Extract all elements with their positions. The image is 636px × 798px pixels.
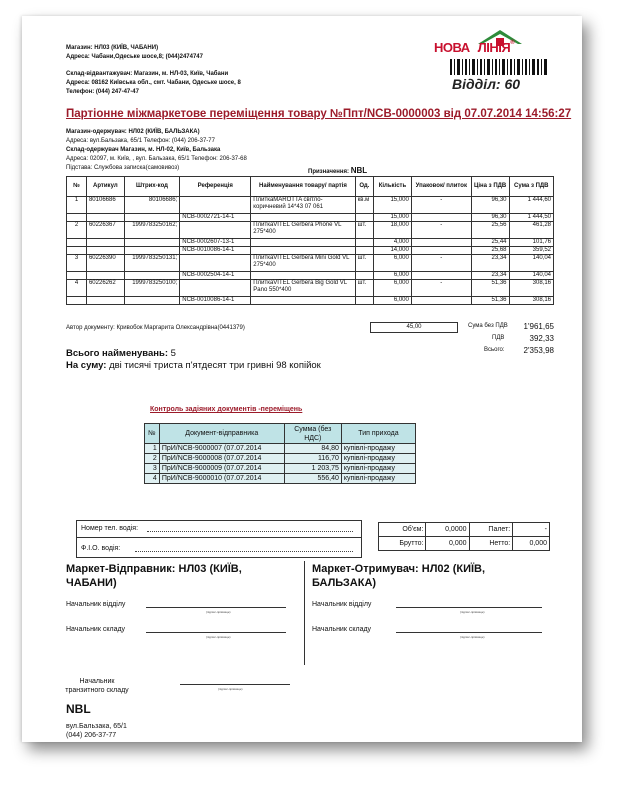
col-header: Найменування товару/ партія	[251, 177, 355, 197]
cargo-gross: 0,000	[426, 537, 469, 551]
receiver-head-dept-signature-line	[396, 607, 542, 608]
sender-shop-name: Магазин: НЛ03 (КИЇВ, ЧАБАНИ)	[66, 45, 159, 51]
signature-caption: (підпис-прізвище)	[206, 635, 231, 639]
signature-divider	[304, 561, 305, 665]
control-title: Контроль задіяних документів -переміщень	[150, 406, 303, 413]
purpose-value: NBL	[350, 166, 368, 175]
driver-phone-label: Номер тел. водія:	[81, 525, 139, 532]
sender-head-dept-label: Начальник відділу	[66, 601, 126, 608]
item-count-value: 5	[170, 348, 176, 359]
cargo-table: Об'єм: 0,0000 Палет: - Брутто: 0,000 Нетто: 0,000	[378, 522, 550, 551]
footer-address: вул.Бальзака, 65/1	[66, 723, 127, 730]
col-header: Од.	[355, 177, 373, 197]
receiver-head-dept-label: Начальник відділу	[312, 601, 372, 608]
cargo-pallet: -	[513, 523, 550, 537]
receiver-shop-address: Адреса: вул.Бальзака, 65/1 Телефон: (044) 206-37-77	[66, 138, 215, 144]
table-row: 4 ПрИ/NCB-9000010 (07.07.2014 556,40 купівлі-продажу	[145, 474, 416, 484]
footer-phone: (044) 206-37-77	[66, 732, 117, 739]
footer-company: NBL	[66, 702, 91, 716]
table-row: 2 60226367 1999783250162; ПлиткаVITEL Gerbera Phone VL 275*400 шт. 18,000 - 25,56 461,28	[67, 222, 554, 239]
sum-words-value: дві тисячі триста п'ятдесят три гривні 98 копійок	[109, 360, 321, 371]
table-row: 2 ПрИ/NCB-9000008 (07.07.2014 116,70 купівлі-продажу	[145, 454, 416, 464]
sum-words-line	[66, 360, 321, 371]
transit-head-label: Начальник транзитного складу	[65, 678, 129, 694]
receiver-head-store-label: Начальник складу	[312, 626, 372, 633]
signature-caption: (підпис-прізвище)	[460, 610, 485, 614]
total-quantity: 45,00	[370, 322, 458, 333]
table-row: NCB-0002607-13-1 4,000 25,44 101,76	[67, 239, 554, 247]
driver-name-label: Ф.І.О. водія:	[81, 545, 121, 552]
logo-word-2: ЛІНІЯ	[477, 40, 511, 55]
items-table	[66, 176, 554, 305]
document-page	[22, 16, 582, 742]
receiver-shop-name: Магазин-одержувач: НЛ02 (КИЇВ, БАЛЬЗАКА)	[66, 129, 200, 135]
table-row: 4 60226262 1999783250100; ПлиткаVITEL Gerbera Big Gold VL Pano 550*400 шт. 6,000 - 51,36 308,16	[67, 280, 554, 297]
control-table-header: № Документ-відправника Сумма (без НДС) Тип прихода	[145, 424, 416, 444]
receiver-warehouse: Склад-одержувач Магазин, м. НЛ-02, Київ, Бальзака	[66, 147, 221, 153]
table-row: 1 ПрИ/NCB-9000007 (07.07.2014 84,80 купівлі-продажу	[145, 444, 416, 454]
table-row: NCB-0002504-14-1 6,000 23,34 140,04	[67, 272, 554, 280]
table-row: NCB-0002721-14-1 15,000 96,30 1 444,50	[67, 214, 554, 222]
col-header: №	[67, 177, 87, 197]
purpose-line	[308, 167, 367, 176]
item-count-label: Всього найменувань:	[66, 348, 168, 359]
col-header: Ціна з ПДВ	[471, 177, 509, 197]
sender-warehouse: Склад-відвантажувач: Магазин, м. НЛ-03, Київ, Чабани	[66, 71, 229, 77]
basis-line: Підстава: Службова записка(самовивоз)	[66, 165, 180, 171]
vat-label: ПДВ	[492, 335, 505, 341]
col-header: Референція	[180, 177, 251, 197]
col-header: Упаковок/ плиток	[411, 177, 471, 197]
sum-words-label: На суму:	[66, 360, 107, 371]
table-row: 3 60226390 1999783250131; ПлиткаVITEL Gerbera Mini Gold VL 275*400 шт. 6,000 - 23,34 140,04	[67, 255, 554, 272]
driver-name-line	[135, 551, 353, 552]
col-header: Кількість	[374, 177, 412, 197]
item-count-line	[66, 348, 176, 359]
control-table	[144, 423, 416, 484]
barcode-icon	[450, 59, 550, 77]
signature-caption: (підпис-прізвище)	[206, 610, 231, 614]
table-row: 1 80106686 80106686; ПлиткаMAROTTA світло-коричневий 14*43 07 061 кв.м 15,000 - 96,30 1 444,60	[67, 197, 554, 214]
col-header: Артикул	[86, 177, 124, 197]
receiver-head-store-signature-line	[396, 632, 542, 633]
logo-word-1: НОВА	[434, 40, 470, 55]
col-header: Сума з ПДВ	[509, 177, 554, 197]
sender-shop-address: Адреса: Чабани,Одеське шосе,8; (044)2474747	[66, 54, 203, 60]
vat-value: 392,33	[529, 334, 554, 343]
cargo-volume: 0,0000	[426, 523, 469, 537]
receiver-warehouse-address: Адреса: 02097, м. Київ, , вул. Бальзака, 65/1 Телефон: 206-37-68	[66, 156, 247, 162]
table-row: NCB-0010086-14-1 14,000 25,68 359,52	[67, 247, 554, 255]
table-row: 3 ПрИ/NCB-9000009 (07.07.2014 1 203,75 купівлі-продажу	[145, 464, 416, 474]
sender-head-store-label: Начальник складу	[66, 626, 126, 633]
total-all-value: 2'353,98	[523, 346, 554, 355]
sender-warehouse-address: Адреса: 08162 Київська обл., смт. Чабани, Одеське шосе, 8	[66, 80, 241, 86]
sender-phone: Телефон: (044) 247-47-47	[66, 89, 139, 95]
company-logo: НОВА ЛІНІЯ® Відділ: 60	[434, 26, 564, 106]
sender-market-title: Маркет-Відправник: НЛ03 (КИЇВ, ЧАБАНИ)	[66, 563, 242, 589]
total-no-vat-label: Сума без ПДВ	[468, 323, 508, 329]
department-label: Відділ: 60	[452, 76, 521, 92]
sender-head-store-signature-line	[146, 632, 286, 633]
total-all-label: Всього:	[484, 347, 505, 353]
signature-caption: (підпис-прізвище)	[218, 687, 243, 691]
items-table-header	[67, 177, 554, 197]
transit-signature-line	[180, 684, 290, 685]
cargo-net: 0,000	[513, 537, 550, 551]
purpose-label: Призначення:	[308, 169, 350, 175]
col-header: Штрих-код	[124, 177, 180, 197]
sender-head-dept-signature-line	[146, 607, 286, 608]
table-row: NCB-0010086-14-1 6,000 51,36 308,16	[67, 297, 554, 305]
receiver-market-title: Маркет-Отримувач: НЛ02 (КИЇВ, БАЛЬЗАКА)	[312, 563, 486, 589]
driver-box	[76, 520, 362, 558]
total-no-vat-value: 1'961,65	[523, 322, 554, 331]
document-author: Автор документу: Кривобок Маргарита Олександрівна(0441379)	[66, 325, 245, 331]
signature-caption: (підпис-прізвище)	[460, 635, 485, 639]
document-title: Партіонне міжмаркетове переміщення товару №Ппт/NCB-0000003 від 07.07.2014 14:56:27	[66, 108, 572, 120]
driver-phone-line	[147, 531, 353, 532]
